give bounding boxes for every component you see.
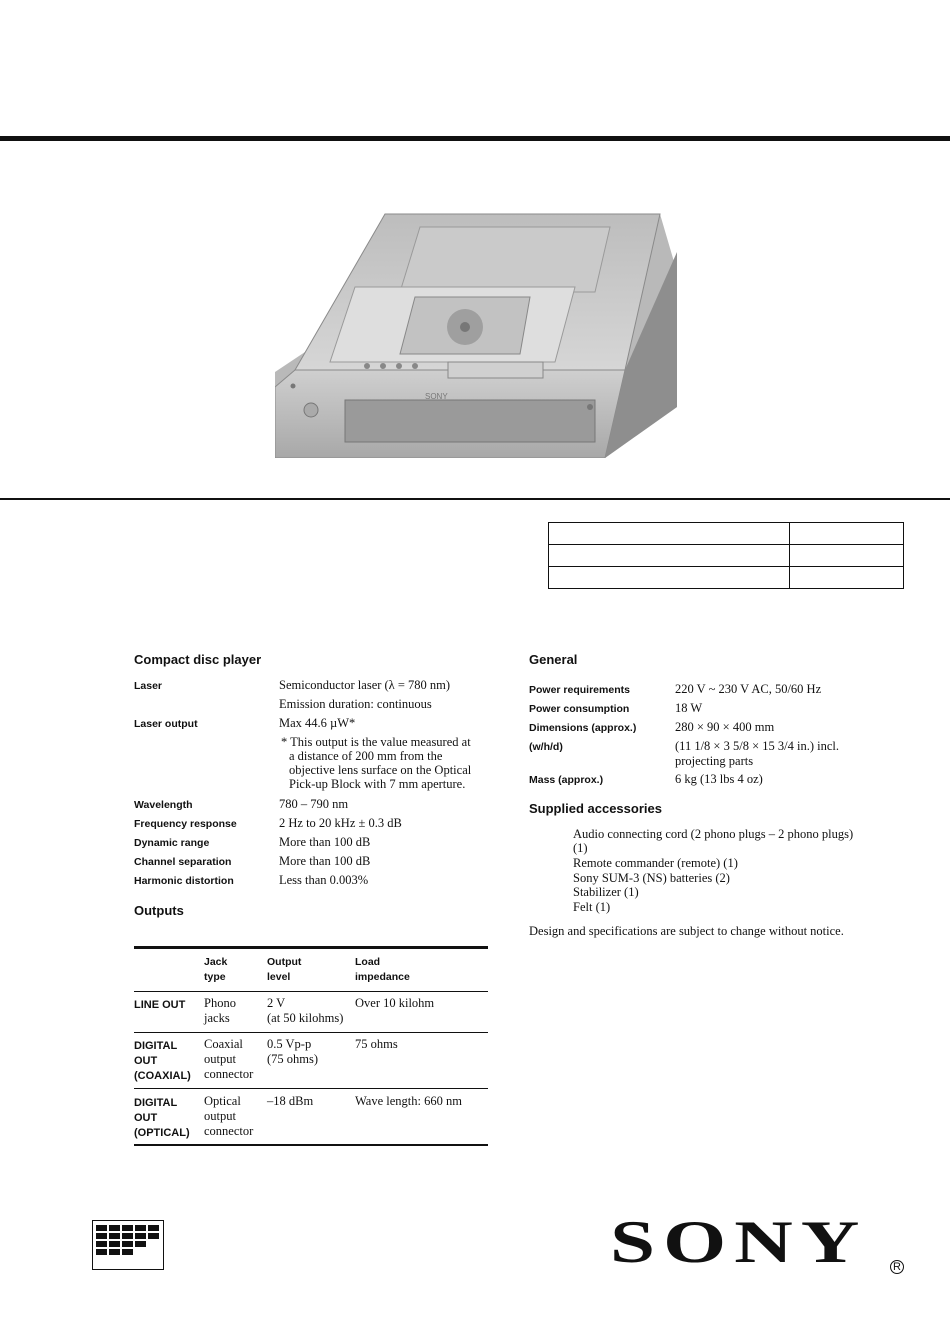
device-logo: SONY — [425, 392, 448, 401]
outputs-row-divider — [134, 1032, 488, 1033]
accessory-item: Sony SUM-3 (NS) batteries (2) — [573, 871, 730, 885]
cell-line: connector — [204, 1124, 254, 1138]
spec-value-mass: 6 kg (13 lbs 4 oz) — [675, 772, 763, 786]
outputs-header-jack — [204, 955, 227, 985]
header-line: level — [267, 971, 291, 983]
spec-value-dimensions: 280 × 90 × 400 mm — [675, 720, 775, 734]
row-label-line: (COAXIAL) — [134, 1070, 191, 1082]
table-row-label — [134, 1039, 191, 1084]
spec-label-frequency: Frequency response — [134, 818, 237, 830]
cell-line: output — [204, 1109, 236, 1123]
table-cell-jack — [204, 1037, 253, 1082]
table-cell-level — [267, 996, 343, 1026]
outputs-heading: Outputs — [134, 903, 184, 918]
ref-cell — [790, 567, 904, 589]
spec-value-dimensions-note: projecting parts — [675, 754, 754, 768]
accessory-item: Felt (1) — [573, 900, 611, 914]
row-label-line: (OPTICAL) — [134, 1127, 190, 1139]
outputs-table-top-rule — [134, 946, 488, 949]
ref-cell — [549, 545, 790, 567]
accessory-item: Audio connecting cord (2 phono plugs – 2 phono plugs) — [573, 827, 854, 841]
row-label-line: LINE OUT — [134, 999, 186, 1011]
ref-cell — [549, 523, 790, 545]
top-rule — [0, 136, 950, 141]
table-row-label — [134, 1096, 190, 1141]
table-cell-jack — [204, 996, 236, 1026]
ref-cell — [790, 545, 904, 567]
cell-line: 2 V — [267, 996, 286, 1010]
outputs-header-level — [267, 955, 301, 985]
spec-footnote-3: objective lens surface on the Optical — [289, 763, 472, 777]
cell-line: –18 dBm — [267, 1094, 314, 1108]
cell-line: Coaxial — [204, 1037, 243, 1051]
spec-footnote-1: * This output is the value measured at — [281, 735, 471, 749]
outputs-row-divider — [134, 1088, 488, 1089]
table-cell-impedance — [355, 996, 434, 1011]
product-photo — [275, 212, 677, 458]
cell-line: jacks — [204, 1011, 230, 1025]
spec-value-laser-1: Semiconductor laser (λ = 780 nm) — [279, 678, 451, 692]
cell-line: (at 50 kilohms) — [267, 1011, 344, 1025]
spec-value-channel-separation: More than 100 dB — [279, 854, 371, 868]
spec-label-whd: (w/h/d) — [529, 741, 563, 753]
spec-footnote-2: a distance of 200 mm from the — [289, 749, 443, 763]
accessory-item: Remote commander (remote) (1) — [573, 856, 738, 870]
general-heading: General — [529, 652, 578, 667]
cell-line: output — [204, 1052, 236, 1066]
reference-table — [548, 522, 904, 589]
spec-value-power-requirements: 220 V ~ 230 V AC, 50/60 Hz — [675, 682, 822, 696]
spec-label-channel-separation: Channel separation — [134, 856, 232, 868]
table-cell-impedance — [355, 1037, 398, 1052]
row-label-line: DIGITAL — [134, 1097, 178, 1109]
ref-cell — [790, 523, 904, 545]
table-cell-level — [267, 1037, 318, 1067]
cell-line: Phono — [204, 996, 236, 1010]
table-cell-jack — [204, 1094, 253, 1139]
spec-label-harmonic-distortion: Harmonic distortion — [134, 875, 234, 887]
outputs-row-divider — [134, 991, 488, 992]
spec-label-mass: Mass (approx.) — [529, 774, 604, 786]
cell-line: Optical — [204, 1094, 241, 1108]
row-label-line: DIGITAL — [134, 1040, 178, 1052]
header-line: Load — [355, 956, 381, 968]
accessory-item: (1) — [573, 841, 588, 855]
cell-line: 75 ohms — [355, 1037, 398, 1051]
spec-value-dimensions-inches: (11 1/8 × 3 5/8 × 15 3/4 in.) incl. — [675, 739, 839, 753]
outputs-table-bottom-rule — [134, 1144, 488, 1146]
spec-value-laser-output: Max 44.6 µW* — [279, 716, 356, 730]
spec-label-wavelength: Wavelength — [134, 799, 193, 811]
table-row-label — [134, 998, 185, 1013]
spec-value-laser-2: Emission duration: continuous — [279, 697, 432, 711]
spec-value-harmonic-distortion: Less than 0.003% — [279, 873, 369, 887]
spec-label-laser-output: Laser output — [134, 718, 198, 730]
spec-value-frequency: 2 Hz to 20 kHz ± 0.3 dB — [279, 816, 402, 830]
spec-label-dynamic-range: Dynamic range — [134, 837, 210, 849]
table-cell-level — [267, 1094, 313, 1109]
cell-line: 0.5 Vp-p — [267, 1037, 312, 1051]
grid-icon — [93, 1221, 163, 1269]
cell-line: Over 10 kilohm — [355, 996, 435, 1010]
cell-line: (75 ohms) — [267, 1052, 319, 1066]
spec-value-wavelength: 780 – 790 nm — [279, 797, 349, 811]
spec-value-power-consumption: 18 W — [675, 701, 703, 715]
spec-value-dynamic-range: More than 100 dB — [279, 835, 371, 849]
header-line: type — [204, 971, 226, 983]
row-label-line: OUT — [134, 1112, 158, 1124]
table-cell-impedance — [355, 1094, 462, 1109]
ref-cell — [549, 567, 790, 589]
cell-line: Wave length: 660 nm — [355, 1094, 462, 1108]
header-line: Jack — [204, 956, 228, 968]
accessories-heading: Supplied accessories — [529, 801, 662, 816]
registered-mark: R — [890, 1260, 904, 1274]
spec-label-power-consumption: Power consumption — [529, 703, 630, 715]
spec-label-dimensions: Dimensions (approx.) — [529, 722, 637, 734]
outputs-header-impedance — [355, 955, 410, 985]
header-line: Output — [267, 956, 302, 968]
row-label-line: OUT — [134, 1055, 158, 1067]
middle-rule — [0, 498, 950, 500]
spec-label-laser: Laser — [134, 680, 163, 692]
spec-footnote-4: Pick-up Block with 7 mm aperture. — [289, 777, 466, 791]
header-line: impedance — [355, 971, 410, 983]
accessory-item: Stabilizer (1) — [573, 885, 639, 899]
cd-player-heading: Compact disc player — [134, 652, 262, 667]
spec-label-power-requirements: Power requirements — [529, 684, 630, 696]
notice-text: Design and specifications are subject to change without notice. — [529, 924, 844, 938]
sony-logo: SONY — [610, 1209, 868, 1275]
cell-line: connector — [204, 1067, 254, 1081]
service-manual-logo — [92, 1220, 164, 1270]
